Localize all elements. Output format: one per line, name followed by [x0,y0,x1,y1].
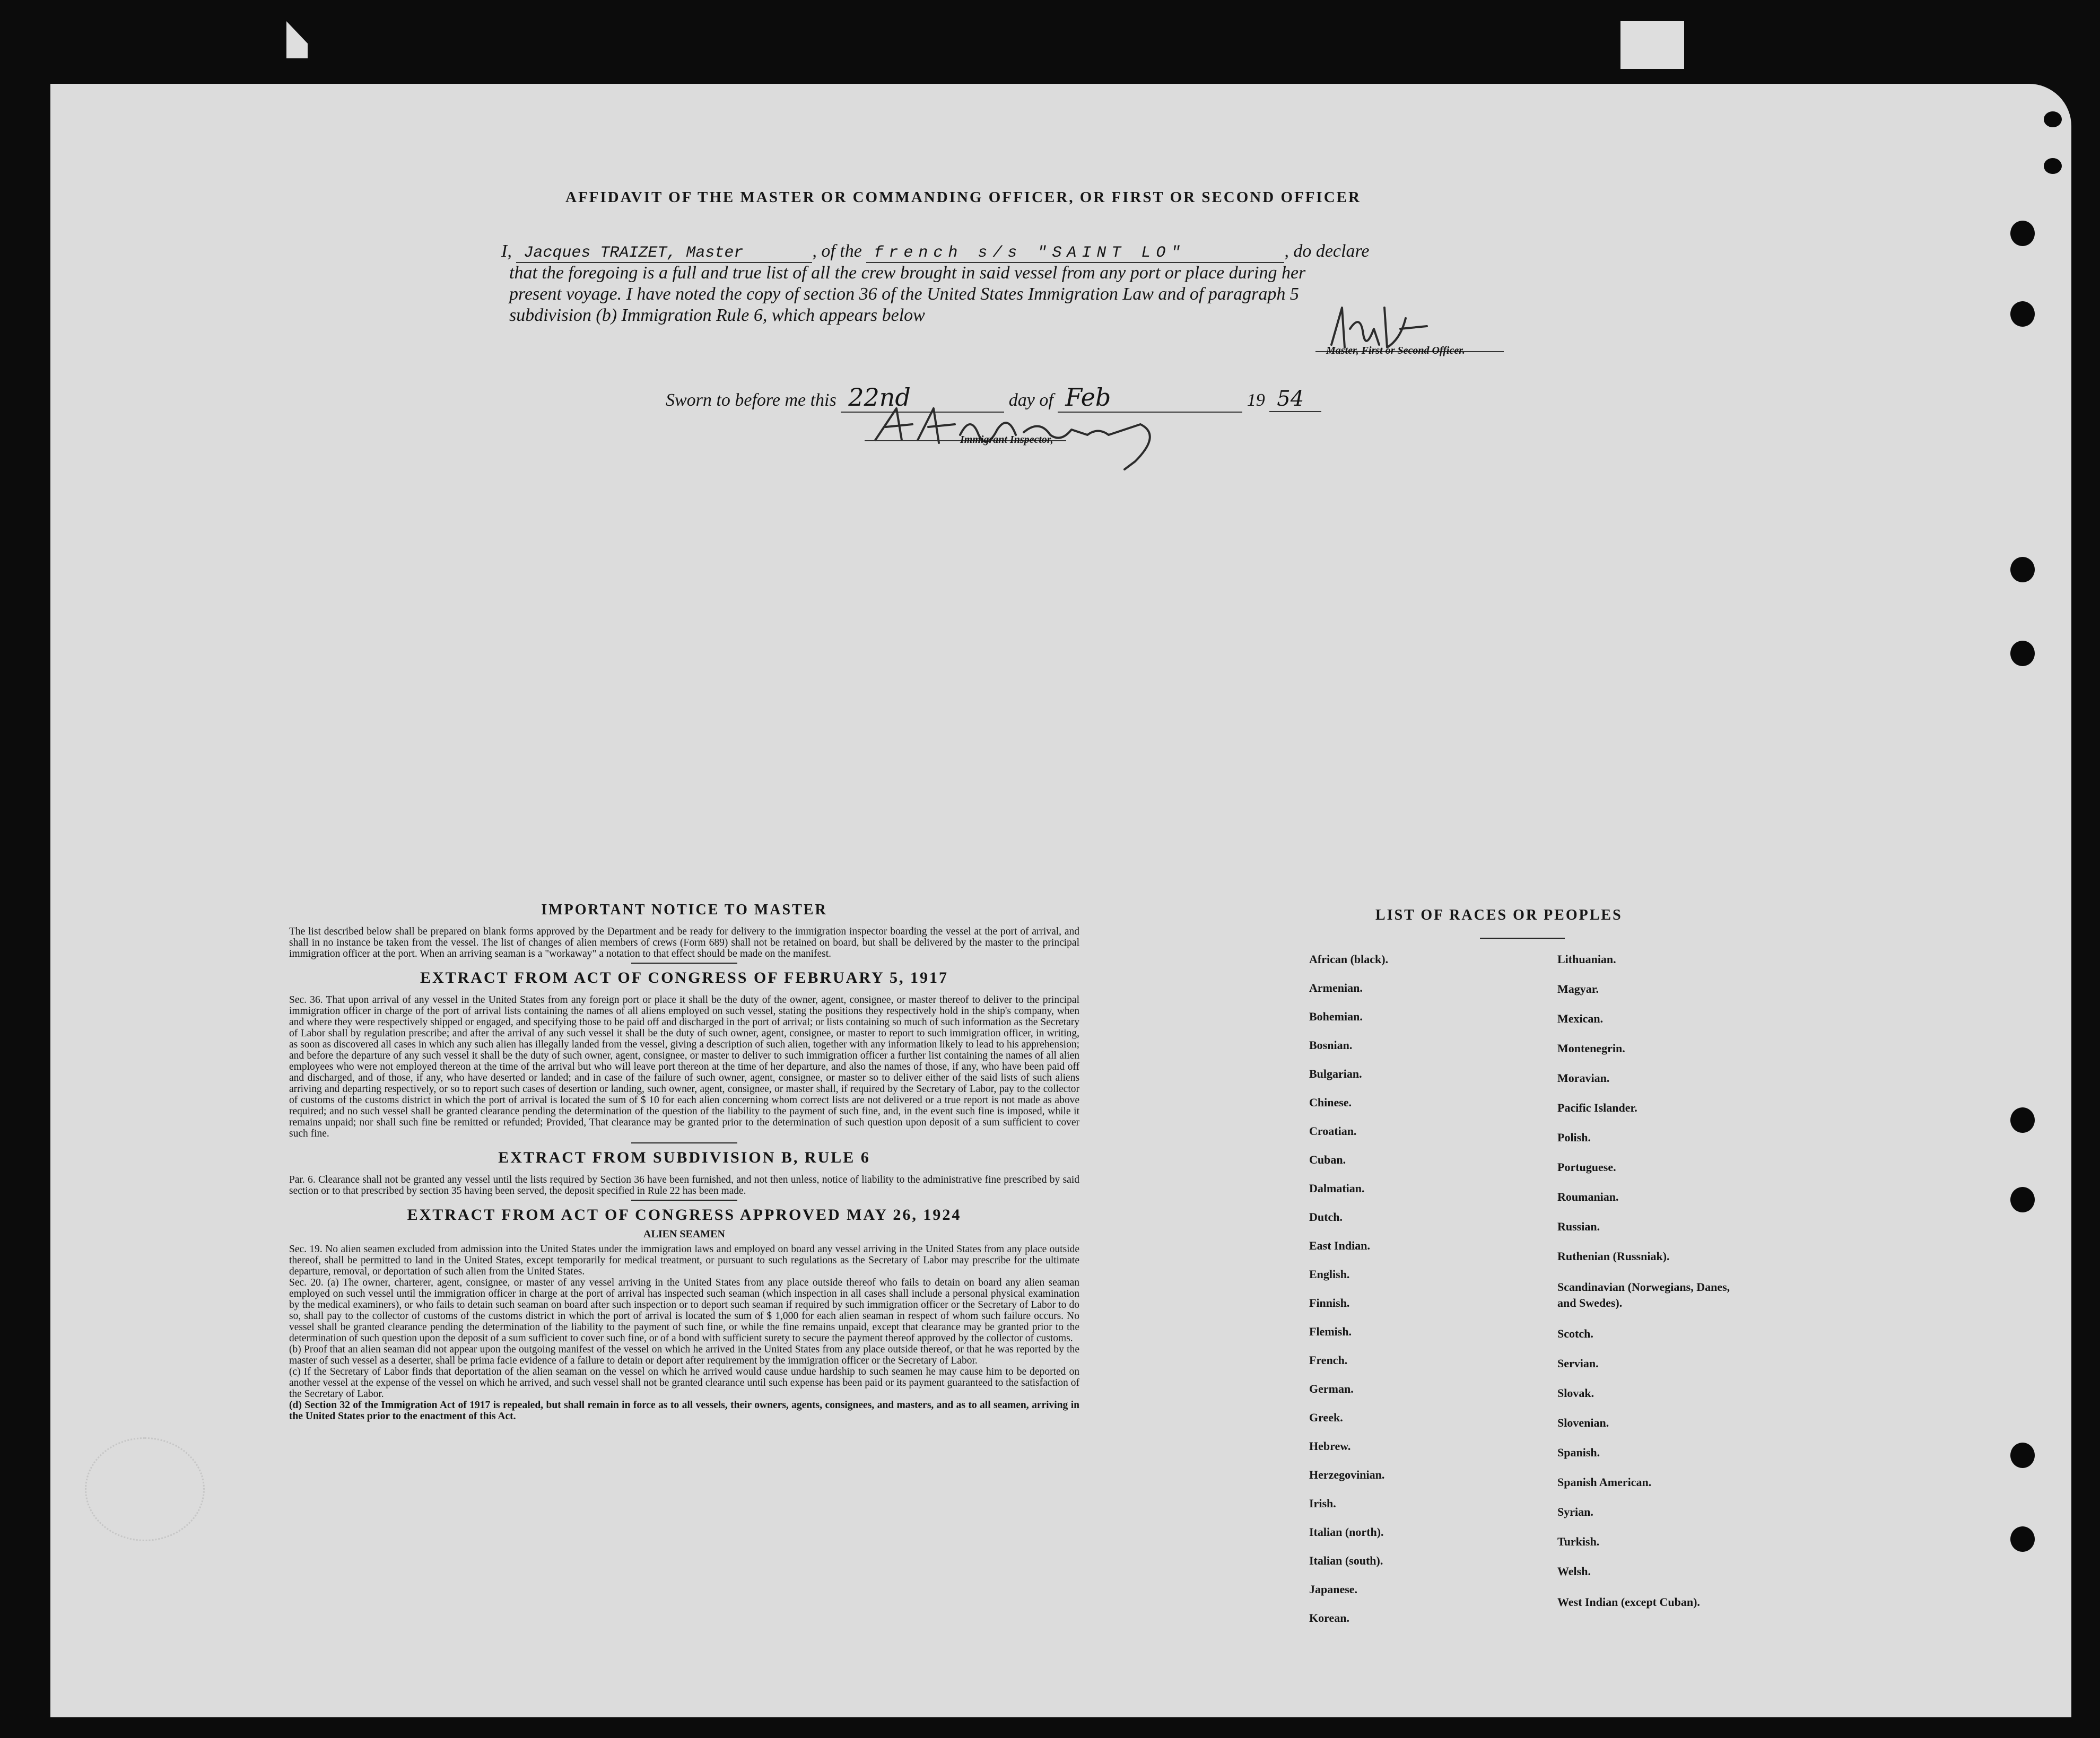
affidavit-line-1 [501,241,1370,263]
binder-hole [2010,1443,2035,1468]
extract1-text: Sec. 36. That upon arrival of any vessel in the United States from any foreign port or place it shall be the duty of the owner, agent, consignee, or master thereof to deliver to the principal immigration officer in charge of the port of arrival lists containing the names of all aliens employed on such vessel, stating the positions they respectively hold in the ship's company, when and where they were respectively shipped or engaged, and specifying those to be paid off and discharged in the port of arrival; or lists containing so much of such information as the Secretary of Labor shall by regulation prescribe; and after the arrival of any such vessel it shall be the duty of such owner, agent, consignee, or master to report to such immigration officer, in writing, as soon as discovered all cases in which any such alien has illegally landed from the vessel, giving a description of such alien, together with any information likely to lead to his apprehension; and before the departure of any such vessel it shall be the duty of such owner, agent, consignee, or master to deliver to such immigration officer a further list containing the names of all alien employees who were not employed thereon at the time of the arrival but who will leave port thereon at the time of her departure, and also the names of those, if any, who have been paid off and discharged, and of those, if any, who have deserted or landed; and in case of the failure of such owner, agent, consignee, or master so to deliver either of the said lists of such aliens arriving and departing respectively, or so to report such cases of desertion or landing, such owner, agent, consignee, or master shall, if required by the Secretary of Labor, pay to the collector of customs of the customs district in which the port of arrival is located the sum of $ 10 for each alien concerning whom correct lists are not delivered or a true report is not made as above required; and no such vessel shall be granted clearance pending the determination of the question of the liability to the payment of such fine, and, in the event such fine is imposed, while it remains unpaid; nor shall such fine be remitted or refunded; Provided, That clearance may be granted prior to the determination of such question upon deposit of a sum sufficient to cover such fine. [289,994,1079,1139]
declarant-name-field: Jacques TRAIZET, Master [516,244,812,263]
binder-hole [2010,1187,2035,1212]
divider [631,1200,737,1201]
race-item: Spanish. [1557,1446,1600,1459]
extract3-sec19: Sec. 19. No alien seamen excluded from admission into the United States under the immigration laws and employed on board any vessel arriving in the United States from any place outside thereof, shall be permitted to land in the United States, except temporarily for medical treatment, or pursuant to such regulations as the Secretary of Labor may prescribe for the ultimate departure, removal, or deportation of such alien from the United States. [289,1244,1079,1277]
binder-hole [2044,111,2062,127]
race-item: French. [1309,1353,1348,1367]
binder-hole [2044,158,2062,174]
race-item: Scandinavian (Norwegians, Danes, and Swedes). [1557,1280,1730,1309]
races-title-rule [1480,938,1565,939]
race-item: Russian. [1557,1220,1600,1233]
race-item: Montenegrin. [1557,1042,1625,1055]
race-item: Flemish. [1309,1325,1352,1338]
race-item: English. [1309,1268,1350,1281]
race-item: Croatian. [1309,1124,1357,1138]
race-item: Italian (north). [1309,1525,1384,1539]
do-declare-text: , do declare [1284,241,1370,261]
race-item: Hebrew. [1309,1439,1351,1453]
extract3-title: EXTRACT FROM ACT OF CONGRESS APPROVED MAY 26, 1924 [407,1206,962,1224]
notice-text: The list described below shall be prepared on blank forms approved by the Department and be ready for delivery to the immigration inspector boarding the vessel at the port of arrival, and shall in no instance be taken from the vessel. The list of changes of alien members of crews (Form 689) shall not be retained on board, but shall be delivered by the master to the principal immigration officer at the port. When an arriving seaman is a "workaway" a notation to that effect should be made on the manifest. [289,926,1079,959]
sworn-prefix: Sworn to before me this [666,390,836,410]
sworn-month: Feb [1065,383,1111,412]
binder-hole [2010,557,2035,582]
race-item: Slovenian. [1557,1416,1609,1429]
sworn-year: 54 [1277,387,1304,411]
race-item: Irish. [1309,1497,1336,1510]
extract3-sec20b: (b) Proof that an alien seaman did not appear upon the outgoing manifest of the vessel on which he arrived in the United States from any place outside thereof, or that he was reported by the master of such vessel as a deserter, shall be prima facie evidence of a failure to detain or deport after requirement by the immigration officer or the Secretary of Labor. [289,1344,1079,1366]
notice-title: IMPORTANT NOTICE TO MASTER [541,902,827,918]
race-item: Welsh. [1557,1565,1591,1578]
paper-tab-right [1620,21,1684,69]
race-item: Spanish American. [1557,1475,1652,1489]
race-item: Magyar. [1557,982,1599,995]
extract2-title: EXTRACT FROM SUBDIVISION B, RULE 6 [498,1149,870,1166]
extract2-text: Par. 6. Clearance shall not be granted any vessel until the lists required by Section 36 have been furnished, and not then unless, notice of liability to the administrative fine prescribed by said section or to that prescribed by section 35 having been served, the deposit specified in Rule 22 has been made. [289,1174,1079,1196]
embossed-seal [85,1437,205,1541]
race-item: Cuban. [1309,1153,1346,1166]
race-item: Roumanian. [1557,1190,1619,1203]
races-title: LIST OF RACES OR PEOPLES [1375,907,1623,923]
race-item: Mexican. [1557,1012,1604,1025]
of-the-text: , of the [812,241,862,261]
race-item: Chinese. [1309,1096,1352,1109]
binder-hole [2010,1526,2035,1552]
inspector-caption: Immigrant Inspector, [960,434,1053,446]
race-item: Ruthenian (Russniak). [1557,1250,1670,1263]
race-item: Greek. [1309,1411,1343,1424]
binder-hole [2010,1107,2035,1133]
race-item: Bulgarian. [1309,1067,1362,1080]
race-item: Japanese. [1309,1583,1358,1596]
affidavit-line-2: that the foregoing is a full and true list of all the crew brought in said vessel from any port or place during her [509,263,1306,283]
race-item: Turkish. [1557,1535,1600,1548]
declarant-prefix: I, [501,241,512,261]
day-of-text: day of [1008,390,1053,410]
race-item: Bosnian. [1309,1038,1353,1052]
races-column-2 [1557,953,1759,1610]
race-item: African (black). [1309,953,1389,966]
race-item: Italian (south). [1309,1554,1383,1567]
affidavit-title: AFFIDAVIT OF THE MASTER OR COMMANDING OFFICER, OR FIRST OR SECOND OFFICER [565,189,1361,206]
sworn-year-field [1269,387,1321,412]
race-item: Servian. [1557,1357,1599,1370]
race-item: Dalmatian. [1309,1182,1365,1195]
extract3-sec20c: (c) If the Secretary of Labor finds that deportation of the alien seaman on the vessel on which he arrived would cause undue hardship to such seamen he may cause him to be deported on another vessel at the expense of the vessel on which he arrived, and such vessel shall not be granted clearance until such expense has been paid or its payment guaranteed to the satisfaction of the Secretary of Labor. [289,1366,1079,1400]
extract3-sec20d: (d) Section 32 of the Immigration Act of 1917 is repealed, but shall remain in force as to all vessels, their owners, agents, consignees, and masters, and as to all seamen, arriving in the United States prior to the enactment of this Act. [289,1400,1079,1422]
race-item: Moravian. [1557,1071,1610,1085]
race-item: Lithuanian. [1557,953,1616,966]
race-item: Armenian. [1309,981,1363,994]
race-item: Pacific Islander. [1557,1101,1637,1114]
race-item: Portuguese. [1557,1160,1616,1174]
divider [631,963,737,964]
year-prefix: 19 [1247,390,1265,410]
master-caption: Master, First or Second Officer. [1326,345,1465,356]
race-item: German. [1309,1382,1354,1395]
divider [631,1142,737,1143]
race-item: Finnish. [1309,1296,1350,1309]
race-item: East Indian. [1309,1239,1370,1252]
notice-section [289,902,1079,1422]
document-sheet [50,84,2071,1717]
race-item: Bohemian. [1309,1010,1363,1023]
binder-hole [2010,641,2035,666]
binder-hole [2010,301,2035,327]
extract1-title: EXTRACT FROM ACT OF CONGRESS OF FEBRUARY 5, 1917 [420,969,949,986]
race-item: Herzegovinian. [1309,1468,1385,1481]
paper-tab-left [286,21,308,58]
race-item: Polish. [1557,1131,1591,1144]
race-item: West Indian (except Cuban). [1557,1595,1700,1609]
race-item: Dutch. [1309,1210,1343,1224]
races-column-1 [1309,953,1388,1640]
affidavit-line-4: subdivision (b) Immigration Rule 6, which appears below [509,305,925,325]
extract3-sec20a: Sec. 20. (a) The owner, charterer, agent, consignee, or master of any vessel arriving in the United States from any place outside thereof who fails to detain on board any alien seaman employed on such vessel until the immigration officer in charge at the port of arrival has inspected such seaman (which inspection in all cases shall include a personal physical examination by the medical examiners), or who fails to detain such seaman on board after such inspection or to deport such seaman if required by such immigration officer or the Secretary of Labor to do so, shall pay to the collector of customs of the customs district in which the port of arrival is located the sum of $ 1,000 for each alien seaman in respect of whom such failure occurs. No vessel shall be granted clearance pending the determination of the liability to the payment of such fine, or while the fine remains unpaid, except that clearance may be granted prior to the determination of such question upon the deposit of a sum sufficient to cover such fine, or of a bond with sufficient surety to secure the payment thereof approved by the collector of customs. [289,1277,1079,1344]
race-item: Slovak. [1557,1386,1594,1400]
affidavit-line-3: present voyage. I have noted the copy of section 36 of the United States Immigration Law and of paragraph 5 [509,284,1299,304]
sworn-day: 22nd [848,383,911,412]
race-item: Scotch. [1557,1327,1593,1340]
extract3-subtitle: ALIEN SEAMEN [643,1228,725,1240]
binder-hole [2010,221,2035,246]
race-item: Syrian. [1557,1505,1593,1518]
vessel-name-field: french s/s "SAINT LO" [866,244,1284,263]
race-item: Korean. [1309,1611,1349,1625]
